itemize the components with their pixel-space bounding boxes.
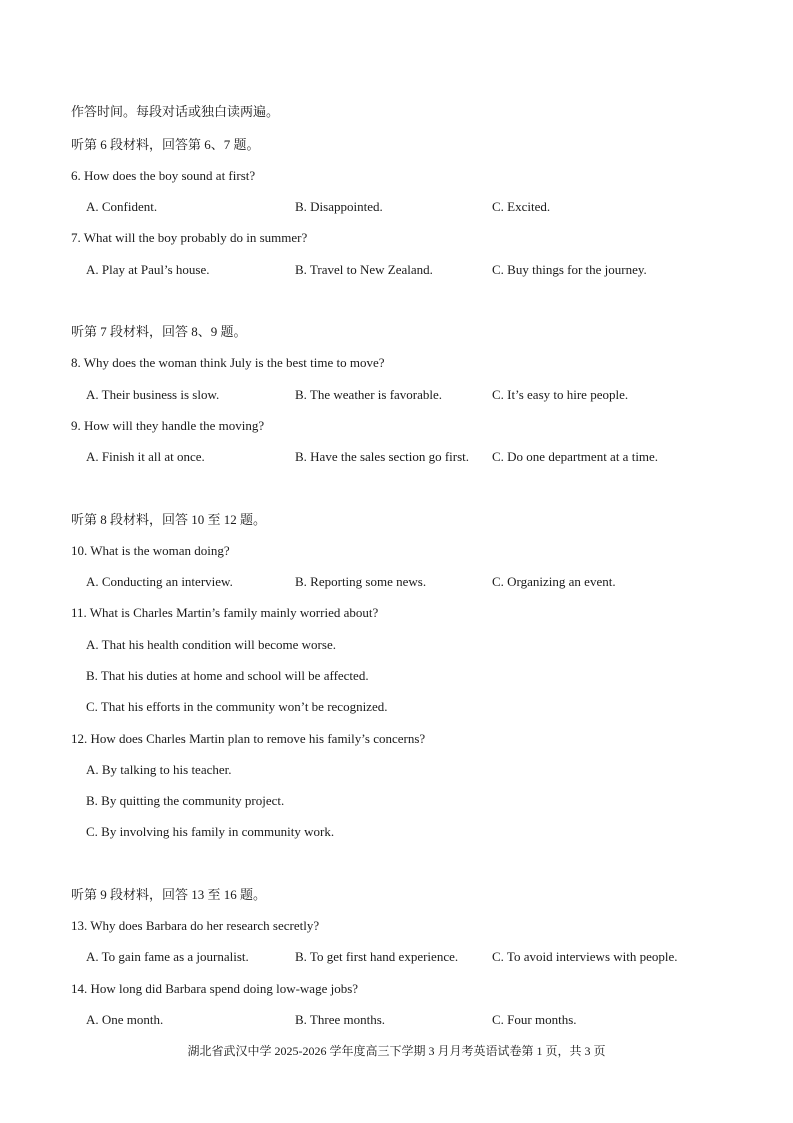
question-text: 13. Why does Barbara do her research secretly? (71, 918, 320, 933)
option-c: C. Excited. (492, 199, 551, 214)
question-text: 7. What will the boy probably do in summer? (71, 230, 308, 245)
option-c: C. Four months. (492, 1012, 577, 1027)
option-b: B. The weather is favorable. (295, 387, 443, 402)
option-b: B. Three months. (295, 1012, 386, 1027)
intro-text: 作答时间。每段对话或独白读两遍。 (71, 104, 280, 119)
option-b: B. That his duties at home and school will be affected. (86, 668, 369, 683)
option-c: C. To avoid interviews with people. (492, 949, 678, 964)
option-a: A. Conducting an interview. (86, 574, 233, 589)
page-footer: 湖北省武汉中学 2025-2026 学年度高三下学期 3 月月考英语试卷第 1 页，共 3 页 (187, 1044, 606, 1058)
option-a: A. That his health condition will become worse. (86, 637, 336, 652)
option-b: B. Have the sales section go first. (295, 449, 470, 464)
option-a: A. Their business is slow. (86, 387, 220, 402)
option-b: B. To get first hand experience. (295, 949, 459, 964)
option-a: A. Play at Paul’s house. (86, 262, 210, 277)
question-text: 9. How will they handle the moving? (71, 418, 265, 433)
option-c: C. That his efforts in the community won’t be recognized. (86, 699, 388, 714)
section-header: 听第 6 段材料，回答第 6、7 题。 (71, 137, 260, 152)
section-header: 听第 7 段材料，回答 8、9 题。 (71, 324, 247, 339)
option-c: C. By involving his family in community work. (86, 824, 335, 839)
option-b: B. Disappointed. (295, 199, 383, 214)
section-header: 听第 9 段材料，回答 13 至 16 题。 (71, 887, 267, 902)
question-text: 10. What is the woman doing? (71, 543, 230, 558)
option-a: A. Finish it all at once. (86, 449, 205, 464)
option-b: B. Reporting some news. (295, 574, 427, 589)
question-text: 12. How does Charles Martin plan to remove his family’s concerns? (71, 731, 426, 746)
option-c: C. Organizing an event. (492, 574, 616, 589)
option-c: C. Do one department at a time. (492, 449, 659, 464)
question-text: 8. Why does the woman think July is the best time to move? (71, 355, 385, 370)
option-a: A. To gain fame as a journalist. (86, 949, 249, 964)
option-a: A. Confident. (86, 199, 158, 214)
question-text: 14. How long did Barbara spend doing low-wage jobs? (71, 981, 359, 996)
option-c: C. It’s easy to hire people. (492, 387, 629, 402)
option-a: A. By talking to his teacher. (86, 762, 232, 777)
question-text: 11. What is Charles Martin’s family mainly worried about? (71, 605, 379, 620)
option-a: A. One month. (86, 1012, 164, 1027)
section-header: 听第 8 段材料，回答 10 至 12 题。 (71, 512, 267, 527)
option-c: C. Buy things for the journey. (492, 262, 647, 277)
option-b: B. Travel to New Zealand. (295, 262, 433, 277)
option-b: B. By quitting the community project. (86, 793, 285, 808)
question-text: 6. How does the boy sound at first? (71, 168, 256, 183)
